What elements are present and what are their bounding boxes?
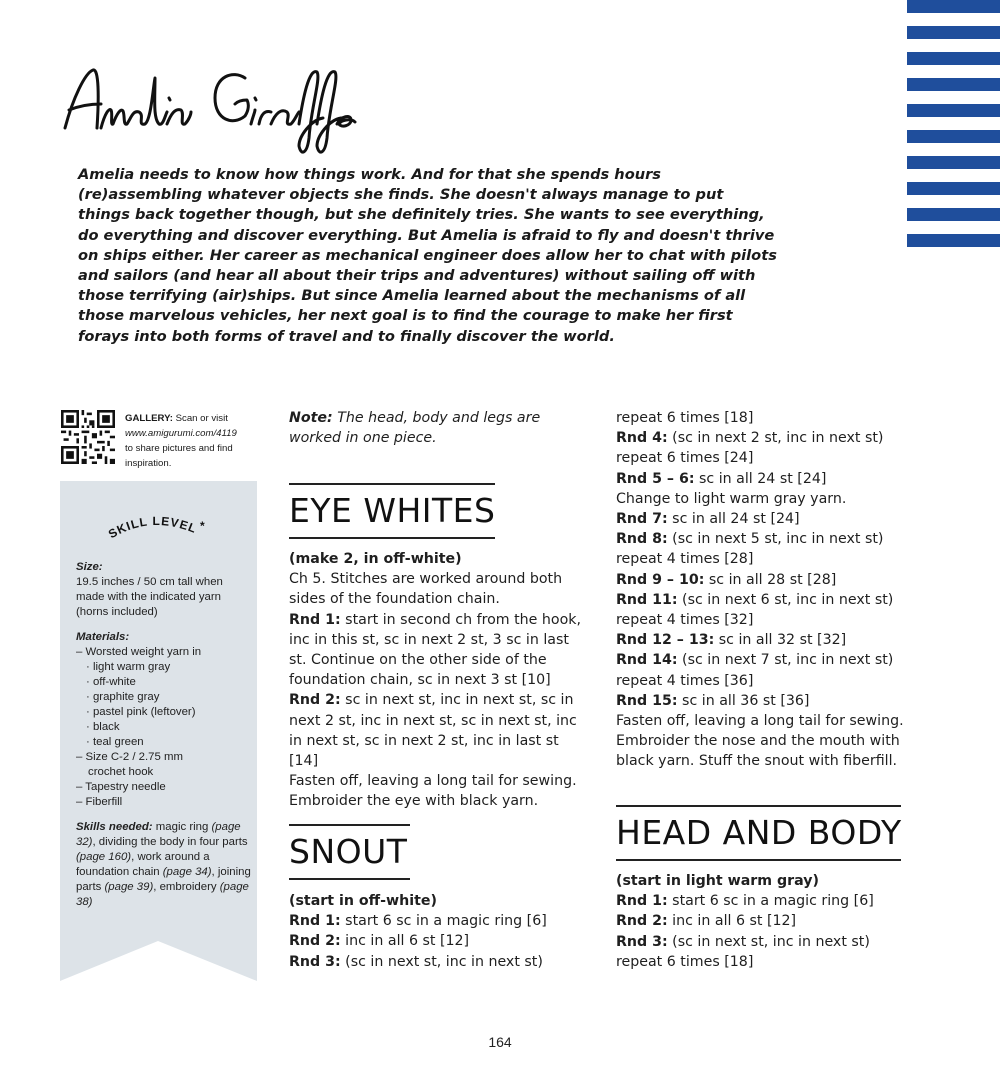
head-and-body-heading: HEAD AND BODY <box>616 805 901 861</box>
instruction-text: (sc in next 5 st, inc in next st) repeat 4 times [28] <box>616 531 884 568</box>
eye-whites-subheading: (make 2, in off-white) <box>289 551 462 567</box>
stripe <box>907 130 1000 143</box>
gallery-label: GALLERY: <box>125 413 173 424</box>
stripe <box>907 104 1000 117</box>
round-label: Rnd 2: <box>289 933 341 950</box>
skills-text: (page 38) <box>76 881 249 908</box>
instruction-line <box>616 650 921 690</box>
instruction-text: (sc in next 6 st, inc in next st) repeat 4 times [32] <box>616 591 894 629</box>
materials-item: · off-white <box>86 676 136 688</box>
instruction-text: Fasten off, leaving a long tail for sewing. Embroider the nose and the mouth with black yarn. Stuff the snout with fiberfill. <box>616 713 904 770</box>
round-label: Rnd 1: <box>616 893 668 910</box>
note-text: The head, body and legs are worked in one piece. <box>289 410 541 447</box>
instruction-text: Change to light warm gray yarn. <box>616 490 847 507</box>
round-label: Rnd 15: <box>616 692 678 709</box>
round-label: Rnd 12 – 13: <box>616 632 715 649</box>
qr-code[interactable] <box>61 410 115 464</box>
instruction-line <box>289 931 584 951</box>
instruction-text: inc in all 6 st [12] <box>667 913 797 930</box>
instruction-line <box>289 952 584 972</box>
round-label: Rnd 3: <box>616 933 668 950</box>
instruction-text: (sc in next st, inc in next st) repeat 6 times [18] <box>616 933 870 970</box>
instruction-text: Ch 5. Stitches are worked around both sides of the foundation chain. <box>289 571 563 608</box>
round-label: Rnd 14: <box>616 652 678 669</box>
skill-level-heading <box>100 499 230 539</box>
materials-item: · teal green <box>86 736 144 748</box>
materials-item: · light warm gray <box>86 661 171 673</box>
gallery-text-1: Scan or visit <box>175 413 228 424</box>
snout-heading: SNOUT <box>289 824 410 880</box>
info-sidebar <box>60 481 257 981</box>
stripe <box>907 208 1000 221</box>
materials-item: · pastel pink (leftover) <box>86 706 196 718</box>
decorative-stripes <box>907 0 1000 250</box>
instruction-line <box>616 408 921 428</box>
instruction-line <box>616 891 901 911</box>
page-title-script <box>55 58 365 158</box>
instruction-line <box>616 711 921 772</box>
head-and-body-section <box>616 871 901 972</box>
instruction-line <box>616 932 901 972</box>
instruction-line <box>616 630 921 650</box>
stripe <box>907 78 1000 91</box>
instruction-line <box>289 610 584 691</box>
materials-item: · graphite gray <box>86 691 160 703</box>
round-label: Rnd 2: <box>616 913 668 930</box>
stripe <box>907 182 1000 195</box>
instruction-text: sc in next st, inc in next st, sc in next 2 st, inc in next st, sc in next st, inc in next st, sc in next 2 st, inc in last st [14] <box>289 692 577 770</box>
instruction-text: sc in all 24 st [24] <box>694 470 827 487</box>
gallery-text-2: to share pictures and find inspiration. <box>125 443 233 469</box>
instruction-text: start in second ch from the hook, inc in this st, sc in next 2 st, 3 sc in last st. Continue on the other side of the foundation chain, sc in next 3 st [10] <box>289 611 581 689</box>
snout-continued-section <box>616 408 921 772</box>
intro-paragraph: Amelia needs to know how things work. And for that she spends hours (re)assembling whatever objects she finds. She doesn't always manage to put things back together though, but she definitely tries. She wants to see everything, do everything and discover everything. But Amelia is afraid to fly and doesn't thrive on ships either. Her career as mechanical engineer does allow her to chat with pilots and sailors (and hear all about their trips and adventures) without sailing off with those terrifying (air)ships. But since Amelia learned about the mechanisms of all those marvelous vehicles, her next goal is to find the courage to make her first forays into both forms of travel and to finally discover the world. <box>78 166 777 345</box>
stripe <box>907 0 1000 13</box>
materials-item: – Tapestry needle <box>76 781 166 793</box>
materials-label: Materials: <box>76 631 130 643</box>
instruction-text: (sc in next 2 st, inc in next st) repeat 6 times [24] <box>616 430 884 467</box>
instruction-text: sc in all 28 st [28] <box>704 571 837 588</box>
note <box>289 408 589 448</box>
instruction-text: inc in all 6 st [12] <box>340 933 470 950</box>
skills-label: Skills needed: <box>76 821 153 833</box>
round-label: Rnd 8: <box>616 531 668 548</box>
instruction-line <box>616 590 921 630</box>
skills-needed <box>76 820 252 910</box>
instruction-text: Fasten off, leaving a long tail for sewing. Embroider the eye with black yarn. <box>289 773 577 810</box>
instruction-text: sc in all 36 st [36] <box>677 692 810 709</box>
materials-item: – Size C-2 / 2.75 mm <box>76 751 183 763</box>
skill-level-label: SKILL LEVEL <box>105 513 200 539</box>
stripe <box>907 234 1000 247</box>
instruction-line <box>616 570 921 590</box>
round-label: Rnd 1: <box>289 913 341 930</box>
instruction-text: (sc in next 7 st, inc in next st) repeat 4 times [36] <box>616 652 894 689</box>
snout-section <box>289 891 584 972</box>
stripe <box>907 52 1000 65</box>
stripe <box>907 156 1000 169</box>
skill-level-star-icon: * <box>200 519 205 533</box>
round-label: Rnd 7: <box>616 511 668 528</box>
instruction-line <box>289 569 584 609</box>
skills-text: , embroidery <box>153 881 220 893</box>
sidebar-details <box>76 560 252 910</box>
size-label: Size: <box>76 561 103 573</box>
instruction-line <box>616 469 921 489</box>
eye-whites-heading: EYE WHITES <box>289 483 495 539</box>
skills-text: (page 160) <box>76 851 132 863</box>
head-and-body-subheading: (start in light warm gray) <box>616 873 820 889</box>
instruction-text: sc in all 32 st [32] <box>714 632 847 649</box>
skills-text: , dividing the body in four parts <box>92 836 248 848</box>
materials-list <box>76 645 252 810</box>
column-middle-top <box>289 408 589 448</box>
round-label: Rnd 4: <box>616 430 668 447</box>
materials-item: · black <box>86 721 120 733</box>
instruction-line <box>616 428 921 468</box>
gallery-note <box>125 411 260 471</box>
instruction-line <box>289 911 584 931</box>
instruction-line <box>616 489 921 509</box>
materials-item: crochet hook <box>88 766 154 778</box>
round-label: Rnd 11: <box>616 591 678 608</box>
skills-text: (page 32) <box>76 821 241 848</box>
size-text: 19.5 inches / 50 cm tall when made with the indicated yarn (horns included) <box>76 576 223 618</box>
page-number: 164 <box>488 1034 512 1050</box>
instruction-text: start 6 sc in a magic ring [6] <box>667 893 874 910</box>
round-label: Rnd 1: <box>289 611 341 628</box>
skills-text: , joining parts <box>76 866 251 893</box>
skills-text: magic ring <box>155 821 212 833</box>
instruction-line <box>616 529 921 569</box>
note-label: Note: <box>289 410 333 426</box>
instruction-text: start 6 sc in a magic ring [6] <box>340 913 547 930</box>
materials-item: – Fiberfill <box>76 796 123 808</box>
materials-item: – Worsted weight yarn in <box>76 646 202 658</box>
instruction-line <box>616 691 921 711</box>
instruction-text: repeat 6 times [18] <box>616 410 754 426</box>
round-label: Rnd 5 – 6: <box>616 470 695 487</box>
instruction-text: sc in all 24 st [24] <box>667 511 800 528</box>
instruction-line <box>616 911 901 931</box>
skills-text: , work around a foundation chain <box>76 851 210 878</box>
skills-text: (page 34) <box>162 866 212 878</box>
round-label: Rnd 2: <box>289 692 341 709</box>
instruction-line <box>616 509 921 529</box>
instruction-text: (sc in next st, inc in next st) <box>340 953 543 970</box>
svg-text:SKILL LEVEL <box>106 514 199 539</box>
eye-whites-section <box>289 549 584 812</box>
instruction-line <box>289 690 584 771</box>
stripe <box>907 26 1000 39</box>
skills-text: (page 39) <box>104 881 154 893</box>
instruction-line <box>289 771 584 811</box>
round-label: Rnd 9 – 10: <box>616 571 705 588</box>
round-label: Rnd 3: <box>289 953 341 970</box>
snout-subheading: (start in off-white) <box>289 893 437 909</box>
gallery-url-link[interactable]: www.amigurumi.com/4119 <box>125 428 237 439</box>
